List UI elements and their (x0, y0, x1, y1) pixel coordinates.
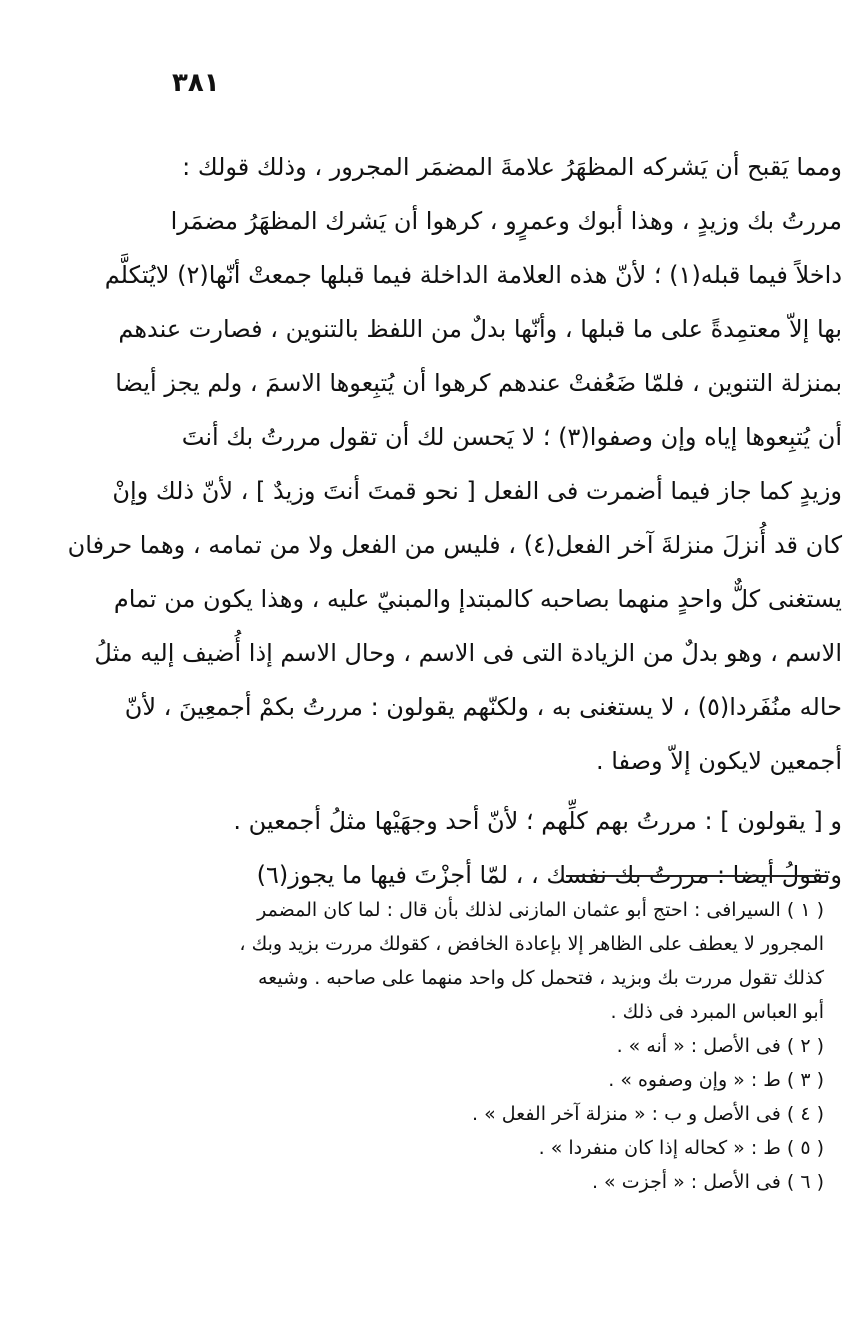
paragraph (158, 794, 842, 902)
page-number: ٣٨١ (172, 68, 220, 98)
footnote: ( ٦ ) فى الأصل : « أجزت » . (591, 1171, 824, 1193)
text-line: بمنزلة التنوين ، فلمّا ضَعُفتْ عندهم كرهوا أن يُتبِعوها الاسمَ ، ولم يجز أيضا (115, 369, 842, 397)
paragraph (67, 140, 842, 788)
text-line: وتقولُ أيضا : مررتُ بك نفسك ، ، لمّا أجزْتَ فيها ما يجوز(٦) (256, 861, 842, 889)
footnote: ( ٤ ) فى الأصل و ب : « منزلة آخر الفعل » . (472, 1103, 824, 1125)
text-line: بها إلاّ معتمِدةً على ما قبلها ، وأنّها بدلٌ من اللفظ بالتنوين ، فصارت عندهم (118, 315, 842, 343)
text-line: حاله منُفَردا(٥) ، لا يستغنى به ، ولكنّهم يقولون : مررتُ بكمْ أجمعِينَ ، لأنّ (124, 693, 842, 721)
text-line: كان قد أُنزلَ منزلةَ آخر الفعل(٤) ، فليس من الفعل ولا من تمامه ، وهما حرفان (67, 531, 842, 559)
text-line: مررتُ بك وزيدٍ ، وهذا أبوك وعمرٍو ، كرهوا أن يَشرك المظهَرُ مضمَرا (170, 207, 842, 235)
footnote: ( ٢ ) فى الأصل : « أنه » . (616, 1035, 824, 1057)
footnote-line: ( ١ ) السيرافى : احتج أبو عثمان المازنى لذلك بأن قال : لما كان المضمر (257, 899, 824, 921)
footnote (158, 893, 824, 1029)
footnote: ( ٣ ) ط : « وإن وصفوه » . (608, 1069, 824, 1091)
main-text (67, 140, 842, 902)
text-line: الاسم ، وهو بدلٌ من الزيادة التى فى الاسم ، وحال الاسم إذا أُضيف إليه مثلُ (94, 639, 842, 667)
footnote-line: المجرور لا يعطف على الظاهر إلا بإعادة الخافض ، كقولك مررت بزيد وبك ، (239, 933, 824, 955)
text-line: وزيدٍ كما جاز فيما أضمرت فى الفعل [ نحو قمتَ أنتَ وزيدٌ ] ، لأنّ ذلك وإنْ (112, 477, 842, 505)
text-line: أن يُتبِعوها إياه وإن وصفوا(٣) ؛ لا يَحسن لك أن تقول مررتُ بك أنتَ (181, 423, 842, 451)
footnote: ( ٥ ) ط : « كحاله إذا كان منفردا » . (538, 1137, 824, 1159)
footnote-line: أبو العباس المبرد فى ذلك . (610, 1001, 824, 1023)
text-line: ومما يَقبح أن يَشركه المظهَرُ علامةَ المضمَر المجرور ، وذلك قولك : (182, 153, 842, 181)
footnote-divider (566, 875, 828, 877)
footnotes (158, 893, 824, 1199)
text-line: أجمعين لايكون إلاّ وصفا . (595, 747, 842, 775)
text-line: داخلاً فيما قبله(١) ؛ لأنّ هذه العلامة الداخلة فيما قبلها جمعتْ أنّها(٢) لايُتكلَّم (104, 261, 842, 289)
footnote-line: كذلك تقول مررت بك وبزيد ، فتحمل كل واحد منهما على صاحبه . وشيعه (258, 967, 824, 989)
text-line: و [ يقولون ] : مررتُ بهم كلِّهم ؛ لأنّ أحد وجهَيْها مثلُ أجمعين . (233, 807, 842, 835)
text-line: يستغنى كلٌّ واحدٍ منهما بصاحبه كالمبتدإ والمبنيّ عليه ، وهذا يكون من تمام (113, 585, 842, 613)
